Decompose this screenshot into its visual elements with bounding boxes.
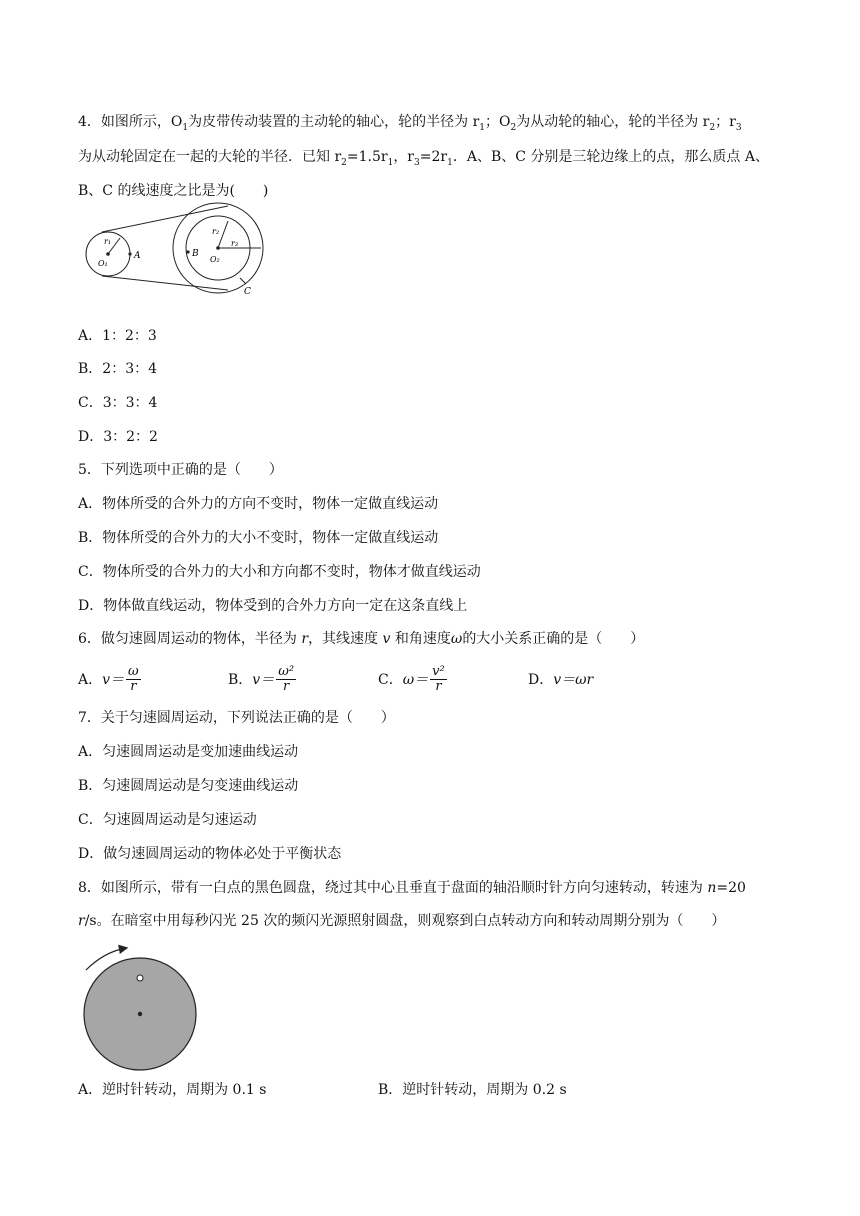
q5-option-d[interactable]: D．物体做直线运动，物体受到的合外力方向一定在这条直线上: [78, 598, 468, 614]
disc-center: [138, 1012, 142, 1016]
q6-stem: 6．做匀速圆周运动的物体，半径为 r，其线速度 v 和角速度ω的大小关系正确的是（ ）: [78, 631, 645, 647]
fig-label-r3: r₃: [231, 239, 239, 248]
q6-option-d[interactable]: D． v＝ωr: [528, 672, 594, 688]
q4-option-c[interactable]: C．3：3：4: [78, 395, 158, 411]
belt-pulley-figure: [80, 194, 270, 300]
q5-option-a[interactable]: A．物体所受的合外力的方向不变时，物体一定做直线运动: [78, 496, 439, 512]
fig-label-a: A: [134, 251, 141, 261]
q4-stem-line3: B、C 的线速度之比是为( ): [78, 183, 269, 199]
fig-label-o1: O₁: [98, 259, 108, 268]
rotating-disc-figure: [80, 944, 204, 1068]
q6-option-c[interactable]: C． ω＝ $\frac{\text{v²}}{r}$: [378, 663, 445, 694]
q8-stem-line2: r/s。在暗室中用每秒闪光 25 次的频闪光源照射圆盘，则观察到白点转动方向和转动周期分别为（ ）: [78, 913, 726, 929]
q4-stem-line1: 4．如图所示，$O_1$为皮带传动装置的主动轮的轴心，轮的半径为 $r_1$；$O_2$为从动轮的轴心，轮的半径为 $r_2$；$r_3$: [78, 114, 742, 133]
q6-option-b[interactable]: B． v＝ $\frac{\text{ω²}}{r}$: [228, 663, 295, 694]
q7-option-c[interactable]: C．匀速圆周运动是匀速运动: [78, 812, 257, 828]
q5-option-c[interactable]: C．物体所受的合外力的大小和方向都不变时，物体才做直线运动: [78, 564, 481, 580]
q7-option-d[interactable]: D．做匀速圆周运动的物体必处于平衡状态: [78, 846, 342, 862]
q8-option-a[interactable]: A．逆时针转动，周期为 0.1 s: [78, 1082, 267, 1098]
q6-options: [78, 664, 798, 694]
q4-option-a[interactable]: A．1：2：3: [78, 328, 157, 344]
q5-option-b[interactable]: B．物体所受的合外力的大小不变时，物体一定做直线运动: [78, 530, 439, 546]
q4-option-d[interactable]: D．3：2：2: [78, 429, 158, 445]
q5-stem: 5．下列选项中正确的是（ ）: [78, 462, 283, 478]
q8-option-b[interactable]: B．逆时针转动，周期为 0.2 s: [378, 1082, 567, 1098]
q7-option-b[interactable]: B．匀速圆周运动是匀变速曲线运动: [78, 778, 299, 794]
q8-stem-line1: 8．如图所示，带有一白点的黑色圆盘，绕过其中心且垂直于盘面的轴沿顺时针方向匀速转动，转速为 n=20: [78, 880, 746, 896]
q4-option-b[interactable]: B．2：3：4: [78, 361, 158, 377]
fig-label-b: B: [192, 249, 199, 259]
fig-label-r1: r₁: [104, 237, 112, 246]
fig-label-c: C: [244, 287, 251, 297]
white-dot: [137, 975, 143, 981]
fig-label-r2: r₂: [212, 227, 220, 236]
fig-label-o2: O₂: [210, 255, 220, 264]
q4-stem-line2: 为从动轮固定在一起的大轮的半径．已知 $r_2=1.5r_1$，$r_3=2r_1$．A、B、C 分别是三轮边缘上的点，那么质点 A、: [78, 149, 769, 168]
q6-option-a[interactable]: A． v＝ $\frac{\omega}{r}$: [78, 663, 139, 694]
q7-option-a[interactable]: A．匀速圆周运动是变加速曲线运动: [78, 744, 299, 760]
q7-stem: 7．关于匀速圆周运动，下列说法正确的是（ ）: [78, 710, 395, 726]
